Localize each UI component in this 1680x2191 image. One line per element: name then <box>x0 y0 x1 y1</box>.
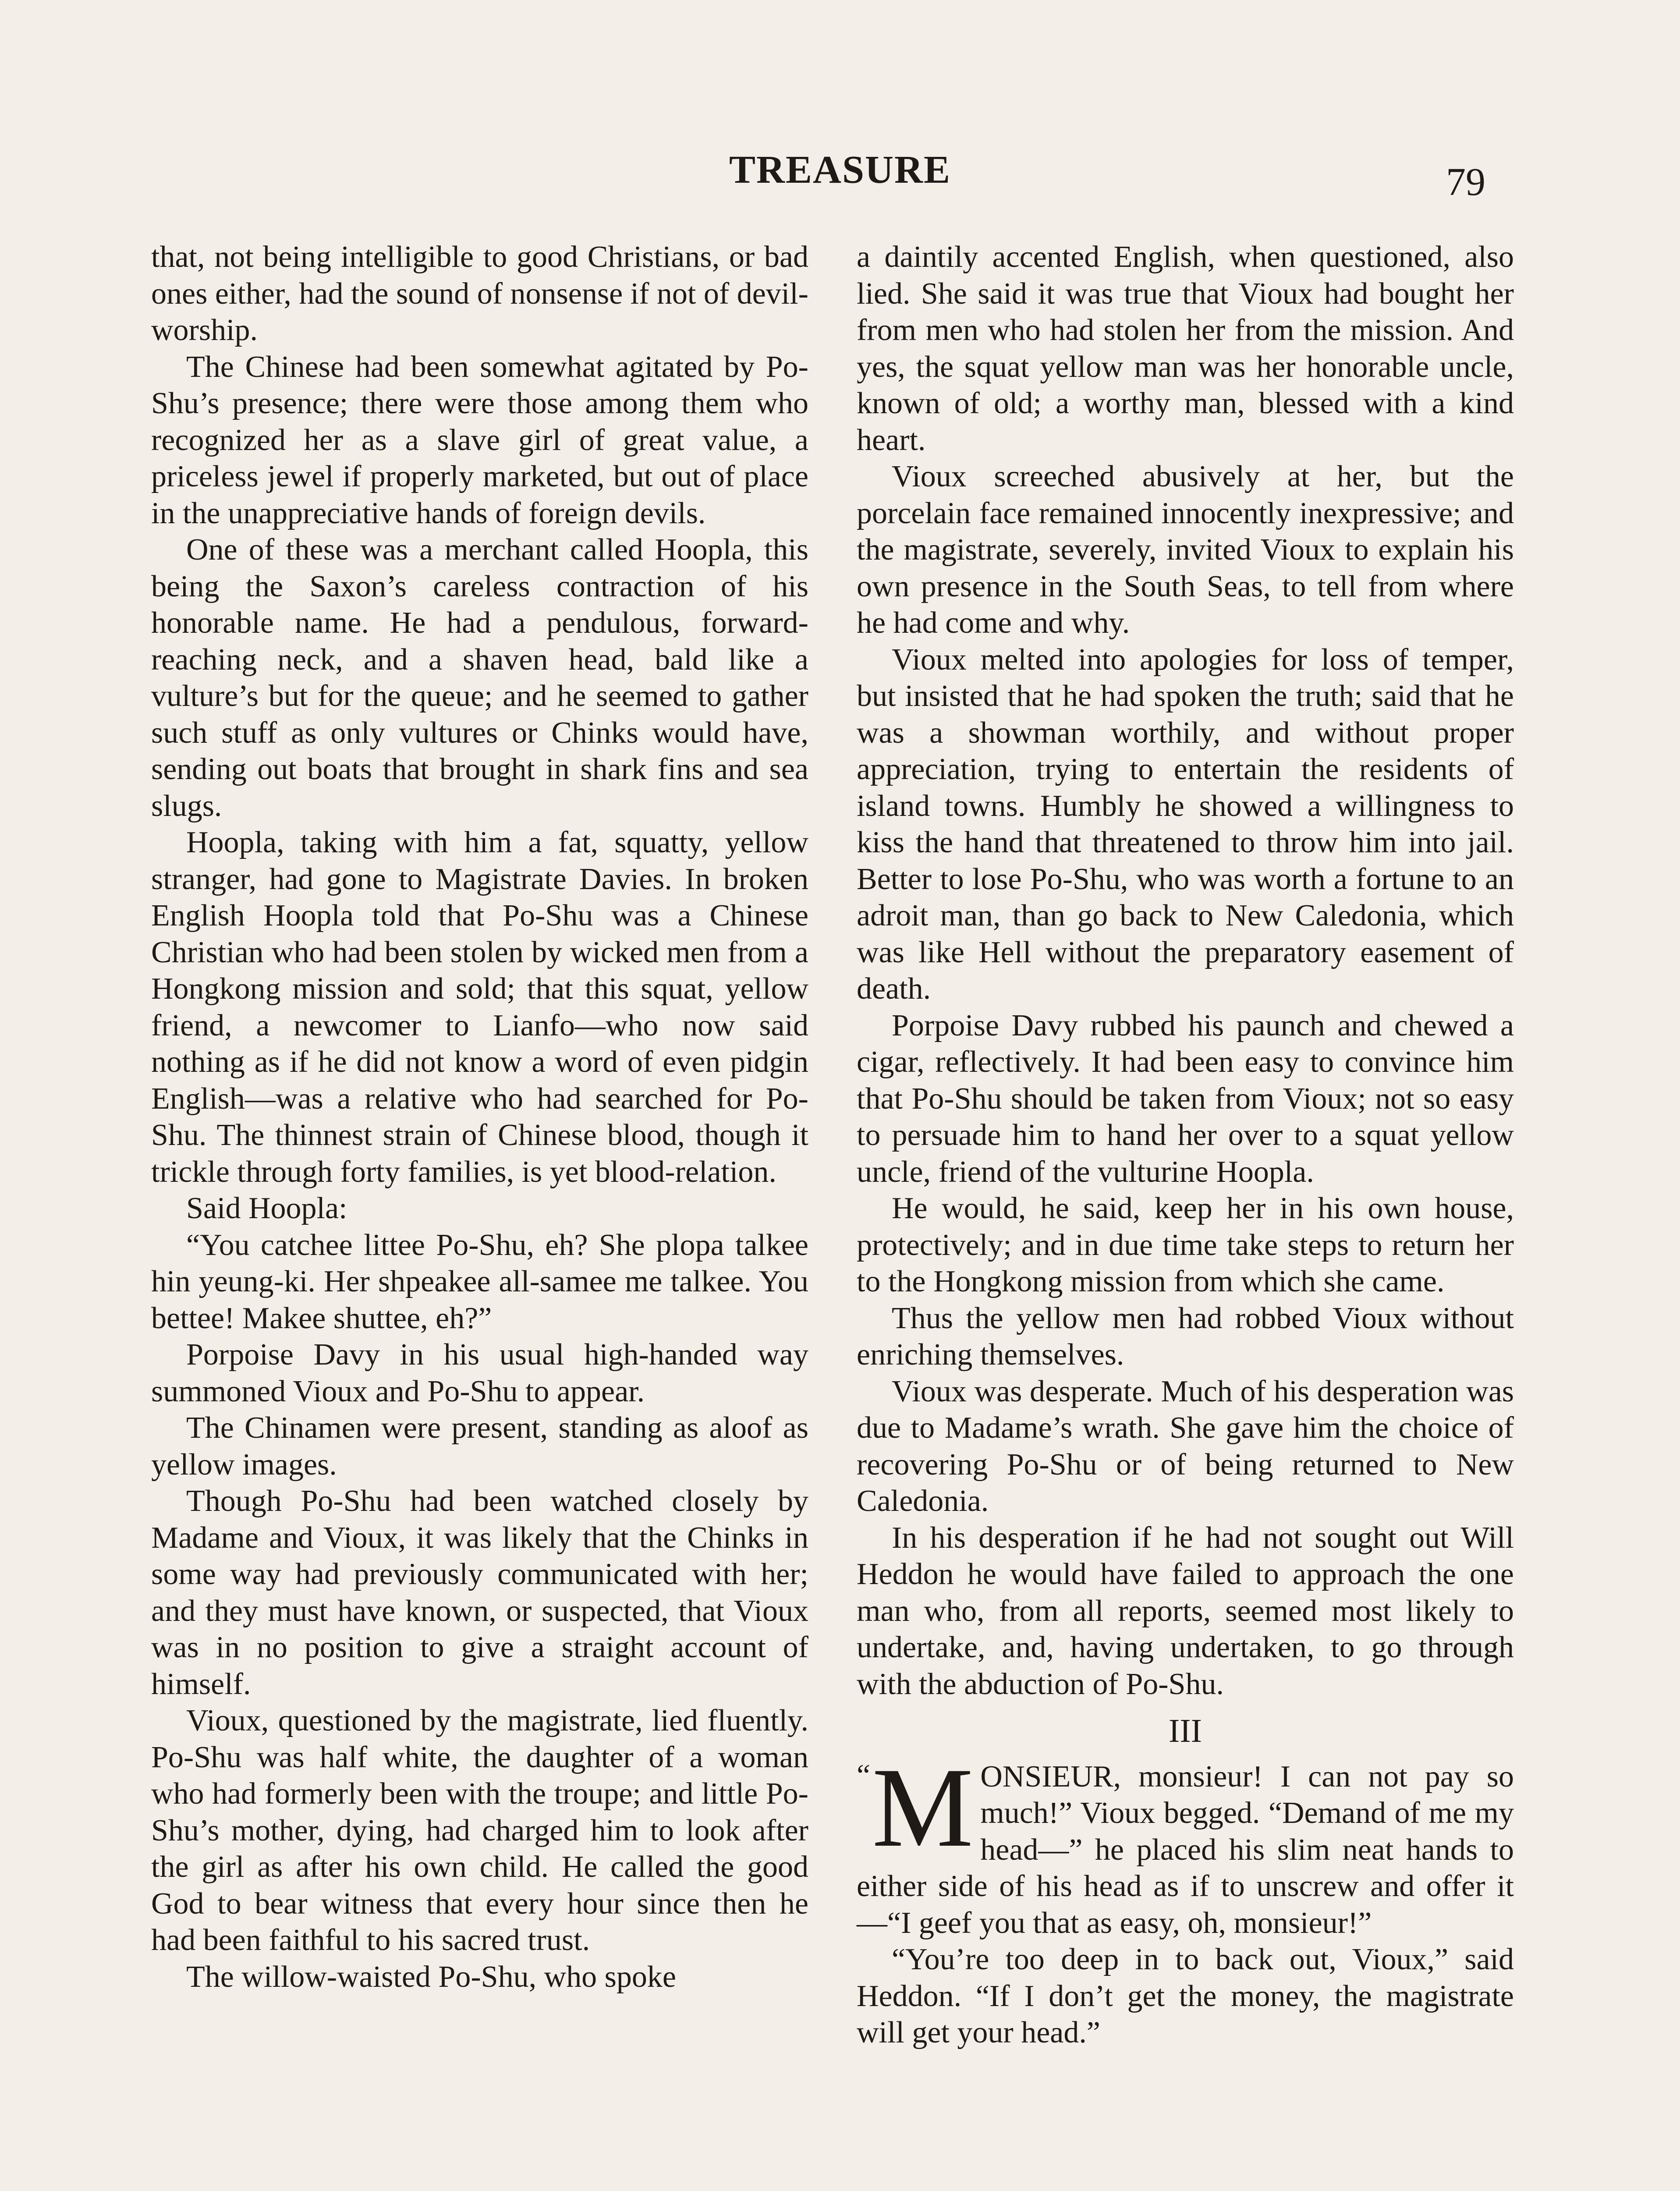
paragraph: Said Hoopla: <box>186 1191 347 1225</box>
paragraph: In his desperation if he had not sought out Will Heddon he would have failed to approach the one man who, from all reports, seemed most likely to undertake, and, having undertaken, to go through with the abduction of Po-Shu. <box>857 1521 1514 1701</box>
paragraph: a daintily accented English, when questioned, also lied. She said it was true that Vioux had bought her from men who had stolen her from the mission. And yes, the squat yellow man was her honorable uncle, known of old; a worthy man, blessed with a kind heart. <box>857 240 1514 457</box>
paragraph: Vioux melted into apologies for loss of temper, but insisted that he had spoken the truth; said that he was a showman worthily, and without proper appreciation, trying to entertain the residents of island towns. Humbly he showed a willingness to kiss the hand that threatened to throw him into jail. Better to lose Po-Shu, who was worth a fortune to an adroit man, than go back to New Caledonia, which was like Hell without the preparatory easement of death. <box>857 642 1514 1006</box>
paragraph: that, not being intelligible to good Christians, or bad ones either, had the sound of nonsense if not of devil-worship. <box>151 240 808 347</box>
paragraph: Porpoise Davy in his usual high-handed way summoned Vioux and Po-Shu to appear. <box>151 1338 808 1408</box>
paragraph: Hoopla, taking with him a fat, squatty, yellow stranger, had gone to Magistrate Davies. In broken English Hoopla told that Po-Shu was a Chinese Christian who had been stolen by wicked men from a Hongkong mission and sold; that this squat, yellow friend, a newcomer to Lianfo—who now said nothing as if he did not know a word of even pidgin English—was a relative who had searched for Po-Shu. The thinnest strain of Chinese blood, though it trickle through forty families, is yet blood-relation. <box>151 826 808 1189</box>
paragraph: One of these was a merchant called Hoopla, this being the Saxon’s careless contraction of his honorable name. He had a pendulous, forward-reaching neck, and a shaven head, bald like a vulture’s but for the queue; and he seemed to gather such stuff as only vultures or Chinks would have, sending out boats that brought in shark fins and sea slugs. <box>151 533 808 823</box>
drop-cap-paragraph-text: ONSIEUR, monsieur! I can not pay so much!” Vioux begged. “Demand of me my head—” he placed his slim neat hands to either side of his head as if to unscrew and offer it—“I geef you that as easy, oh, monsieur!” <box>857 1759 1514 1940</box>
paragraph: He would, he said, keep her in his own house, protectively; and in due time take steps to return her to the Hongkong mission from which she came. <box>857 1191 1514 1298</box>
paragraph: “You catchee littee Po-Shu, eh? She plopa talkee hin yeung-ki. Her shpeakee all-samee me talkee. You bettee! Makee shuttee, eh?” <box>151 1228 808 1335</box>
paragraph: The willow-waisted Po-Shu, who spoke <box>186 1960 676 1994</box>
paragraph: “You’re too deep in to back out, Vioux,” said Heddon. “If I don’t get the money, the magistrate will get your head.” <box>857 1943 1514 2049</box>
paragraph: Porpoise Davy rubbed his paunch and chewed a cigar, reflectively. It had been easy to convince him that Po-Shu should be taken from Vioux; not so easy to persuade him to hand her over to a squat yellow uncle, friend of the vulturine Hoopla. <box>857 1008 1514 1189</box>
paragraph: Vioux, questioned by the magistrate, lied fluently. Po-Shu was half white, the daughter of a woman who had formerly been with the troupe; and little Po-Shu’s mother, dying, had charged him to look after the girl as after his own child. He called the good God to bear witness that every hour since then he had been faithful to his sacred trust. <box>151 1704 808 1957</box>
paragraph: The Chinamen were present, standing as aloof as yellow images. <box>151 1411 808 1482</box>
opening-quote-mark: “ <box>857 1758 871 1792</box>
running-title: TREASURE <box>729 148 951 191</box>
section-heading: III <box>1169 1712 1202 1749</box>
left-column <box>151 239 808 1995</box>
paragraph: Thus the yellow men had robbed Vioux without enriching themselves. <box>857 1301 1514 1372</box>
paragraph: The Chinese had been somewhat agitated by Po-Shu’s presence; there were those among them who recognized her as a slave girl of great value, a priceless jewel if properly marketed, but out of place in the unappreciative hands of foreign devils. <box>151 350 808 530</box>
paragraph: Though Po-Shu had been watched closely by Madame and Vioux, it was likely that the Chinks in some way had previously communicated with her; and they must have known, or suspected, that Vioux was in no position to give a straight account of himself. <box>151 1484 808 1701</box>
drop-cap-paragraph <box>857 1744 1514 1942</box>
drop-cap: M <box>872 1744 974 1871</box>
paragraph: Vioux was desperate. Much of his desperation was due to Madame’s wrath. She gave him the choice of recovering Po-Shu or of being returned to New Caledonia. <box>857 1374 1514 1518</box>
right-column <box>857 239 1514 2051</box>
page-number: 79 <box>1446 160 1485 204</box>
paragraph: Vioux screeched abusively at her, but the porcelain face remained innocently inexpressive; and the magistrate, severely, invited Vioux to explain his own presence in the South Seas, to tell from where he had come and why. <box>857 460 1514 640</box>
